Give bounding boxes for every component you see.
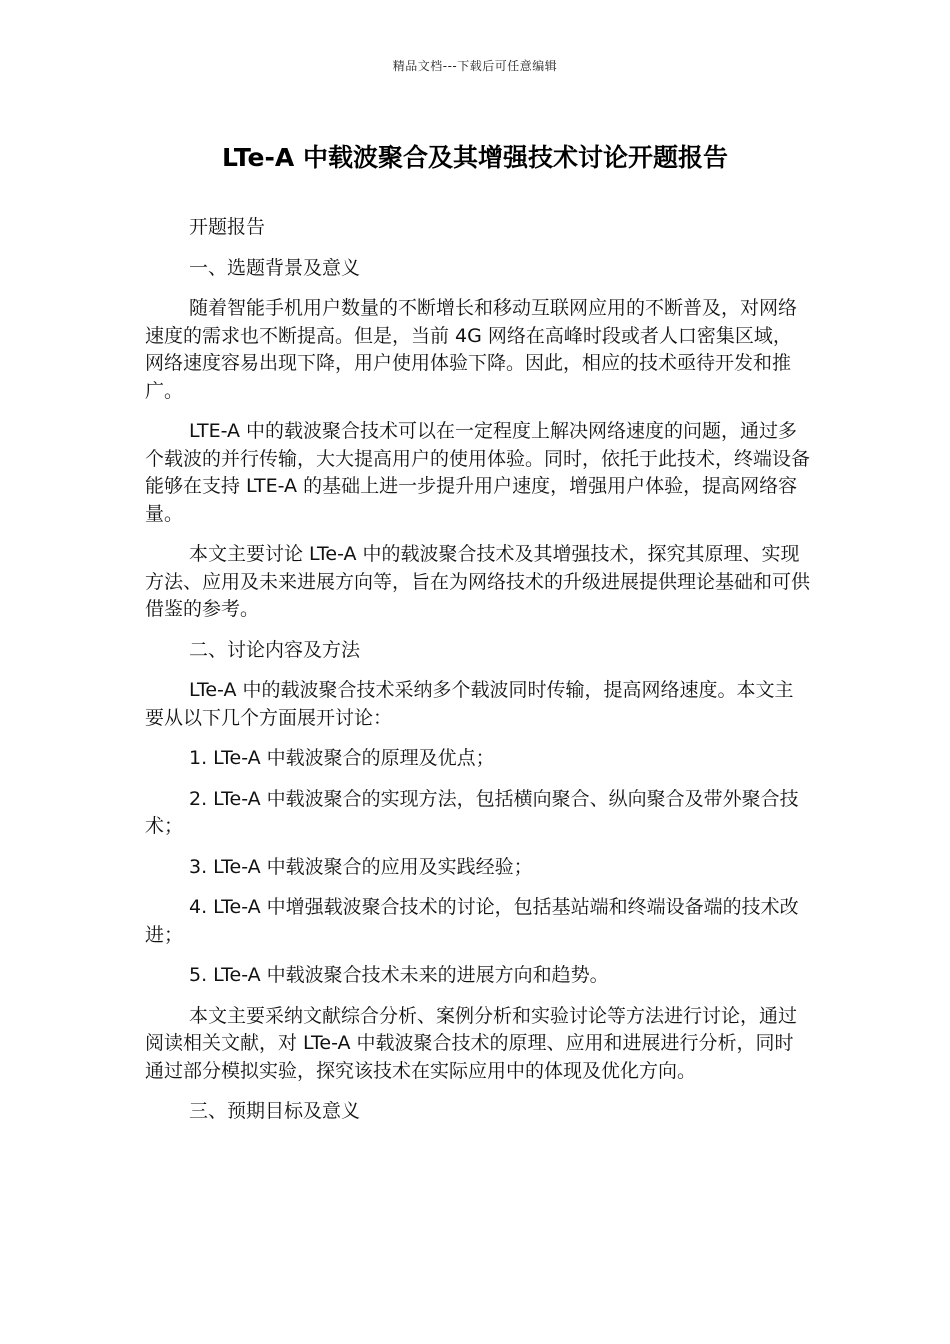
document-title: LTe-A 中载波聚合及其增强技术讨论开题报告: [222, 143, 728, 172]
section-heading-background: 一、选题背景及意义: [189, 256, 361, 279]
list-item: 4. LTe-A 中增强载波聚合技术的讨论，包括基站端和终端设备端的技术改进；: [145, 896, 799, 946]
list-item: 2. LTe-A 中载波聚合的实现方法，包括横向聚合、纵向聚合及带外聚合技术；: [145, 787, 799, 837]
document-body: [145, 214, 810, 1139]
paragraph-content-intro: LTe-A 中的载波聚合技术采纳多个载波同时传输，提高网络速度。本文主要从以下几个方面展开讨论：: [145, 679, 794, 729]
list-item: 3. LTe-A 中载波聚合的应用及实践经验；: [189, 855, 533, 878]
header-note: 精品文档---下载后可任意编辑: [392, 59, 558, 73]
paragraph-background-2: LTE-A 中的载波聚合技术可以在一定程度上解决网络速度的问题，通过多个载波的并行传输，大大提高用户的使用体验。同时，依托于此技术，终端设备能够在支持 LTE-A 的基础上进一步提升用户速度，增强用户体验，提高网络容量。: [145, 420, 811, 525]
paragraph-methods: 本文主要采纳文献综合分析、案例分析和实验讨论等方法进行讨论，通过阅读相关文献，对 LTe-A 中载波聚合技术的原理、应用和进展进行分析，同时通过部分模拟实验，探究该技术在实际应用中的体现及优化方向。: [145, 1004, 798, 1082]
section-heading-goals: 三、预期目标及意义: [189, 1100, 361, 1122]
paragraph-background-1: 随着智能手机用户数量的不断增长和移动互联网应用的不断普及，对网络速度的需求也不断提高。但是，当前 4G 网络在高峰时段或者人口密集区域，网络速度容易出现下降，用户使用体验下降。因此，相应的技术亟待开发和推广。: [145, 297, 798, 402]
paragraph-background-3: 本文主要讨论 LTe-A 中的载波聚合技术及其增强技术，探究其原理、实现方法、应用及未来进展方向等，旨在为网络技术的升级进展提供理论基础和可供借鉴的参考。: [145, 543, 811, 620]
list-item: 1. LTe-A 中载波聚合的原理及优点；: [189, 747, 495, 769]
section-heading-content: 二、讨论内容及方法: [189, 638, 361, 661]
report-label: 开题报告: [189, 216, 266, 238]
list-item: 5. LTe-A 中载波聚合技术未来的进展方向和趋势。: [189, 964, 609, 986]
